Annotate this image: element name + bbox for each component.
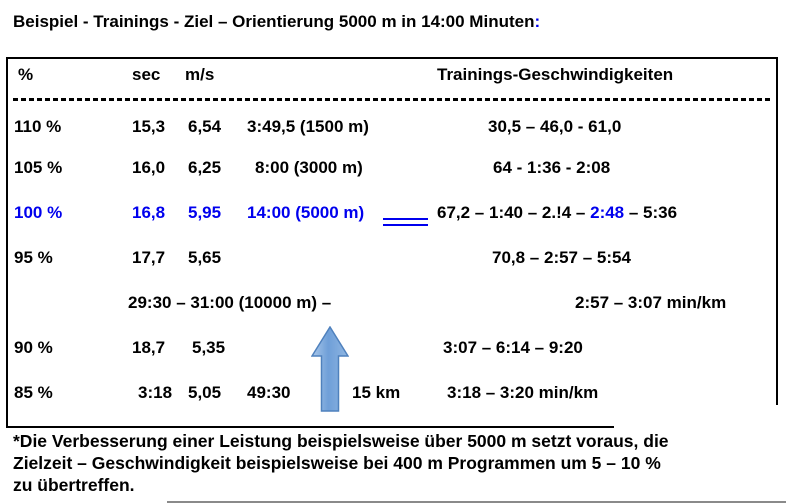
table-right-border	[776, 59, 778, 405]
dashed-divider	[13, 98, 773, 101]
header-sec: sec	[132, 65, 161, 84]
cell-speeds: 3:07 – 6:14 – 9:20	[443, 338, 583, 357]
header-ms: m/s	[185, 65, 215, 84]
table-header-row	[8, 65, 776, 85]
double-underline-mark	[383, 218, 428, 226]
footnote	[13, 430, 669, 496]
cell-sec: 16,8	[132, 203, 166, 222]
page-title	[13, 12, 540, 32]
header-speeds: Trainings-Geschwindigkeiten	[437, 65, 674, 84]
cell-sec: 17,7	[132, 248, 166, 267]
cell-ms: 6,54	[188, 117, 222, 136]
cell-time-range: 29:30 – 31:00 (10000 m) –	[128, 293, 332, 312]
header-percent: %	[18, 65, 34, 84]
cell-ms: 5,65	[188, 248, 222, 267]
speeds-pre: 67,2 – 1:40 – 2.!4 –	[437, 203, 591, 222]
cell-speeds: 30,5 – 46,0 - 61,0	[488, 117, 622, 136]
cell-ms: 5,05	[188, 383, 222, 402]
table-row	[8, 117, 776, 137]
table-row	[8, 383, 776, 403]
table-row	[8, 158, 776, 178]
cell-percent: 105 %	[14, 158, 63, 177]
table-bottom-border	[8, 426, 614, 428]
table-row	[8, 338, 776, 358]
cell-percent: 85 %	[14, 383, 53, 402]
cell-speeds: 2:57 – 3:07 min/km	[575, 293, 727, 312]
cell-distance: 15 km	[352, 383, 401, 402]
cell-time: 8:00 (3000 m)	[255, 158, 363, 177]
cell-percent: 90 %	[14, 338, 53, 357]
footnote-line: Zielzeit – Geschwindigkeit beispielsweise bei 400 m Programmen um 5 – 10 %	[13, 453, 661, 473]
cell-time: 3:49,5 (1500 m)	[247, 117, 369, 136]
footnote-line: zu übertreffen.	[13, 475, 135, 495]
table-row	[8, 248, 776, 268]
cell-percent: 95 %	[14, 248, 53, 267]
cell-speeds: 70,8 – 2:57 – 5:54	[492, 248, 631, 267]
cell-percent: 100 %	[14, 203, 63, 222]
cell-sec: 3:18	[138, 383, 173, 402]
cell-time: 14:00 (5000 m)	[247, 203, 365, 222]
cell-time: 49:30	[247, 383, 291, 402]
table-row	[8, 293, 776, 313]
bottom-divider	[167, 501, 786, 503]
speeds-highlight: 2:48	[590, 203, 625, 222]
cell-ms: 5,95	[188, 203, 222, 222]
cell-sec: 16,0	[132, 158, 166, 177]
cell-ms: 5,35	[192, 338, 226, 357]
cell-speeds: 3:18 – 3:20 min/km	[447, 383, 599, 402]
speeds-post: – 5:36	[624, 203, 678, 222]
cell-speeds	[437, 203, 677, 223]
page-title-colon: :	[534, 12, 541, 31]
cell-percent: 110 %	[14, 117, 62, 136]
cell-sec: 15,3	[132, 117, 166, 136]
cell-sec: 18,7	[132, 338, 166, 357]
training-table	[6, 57, 778, 428]
footnote-line: *Die Verbesserung einer Leistung beispielsweise über 5000 m setzt voraus, die	[13, 431, 669, 451]
table-row-highlighted	[8, 203, 776, 223]
cell-ms: 6,25	[188, 158, 222, 177]
up-block-arrow-icon	[311, 326, 349, 412]
page-title-text: Beispiel - Trainings - Ziel – Orientierung 5000 m in 14:00 Minuten	[13, 12, 535, 31]
cell-speeds: 64 - 1:36 - 2:08	[493, 158, 611, 177]
